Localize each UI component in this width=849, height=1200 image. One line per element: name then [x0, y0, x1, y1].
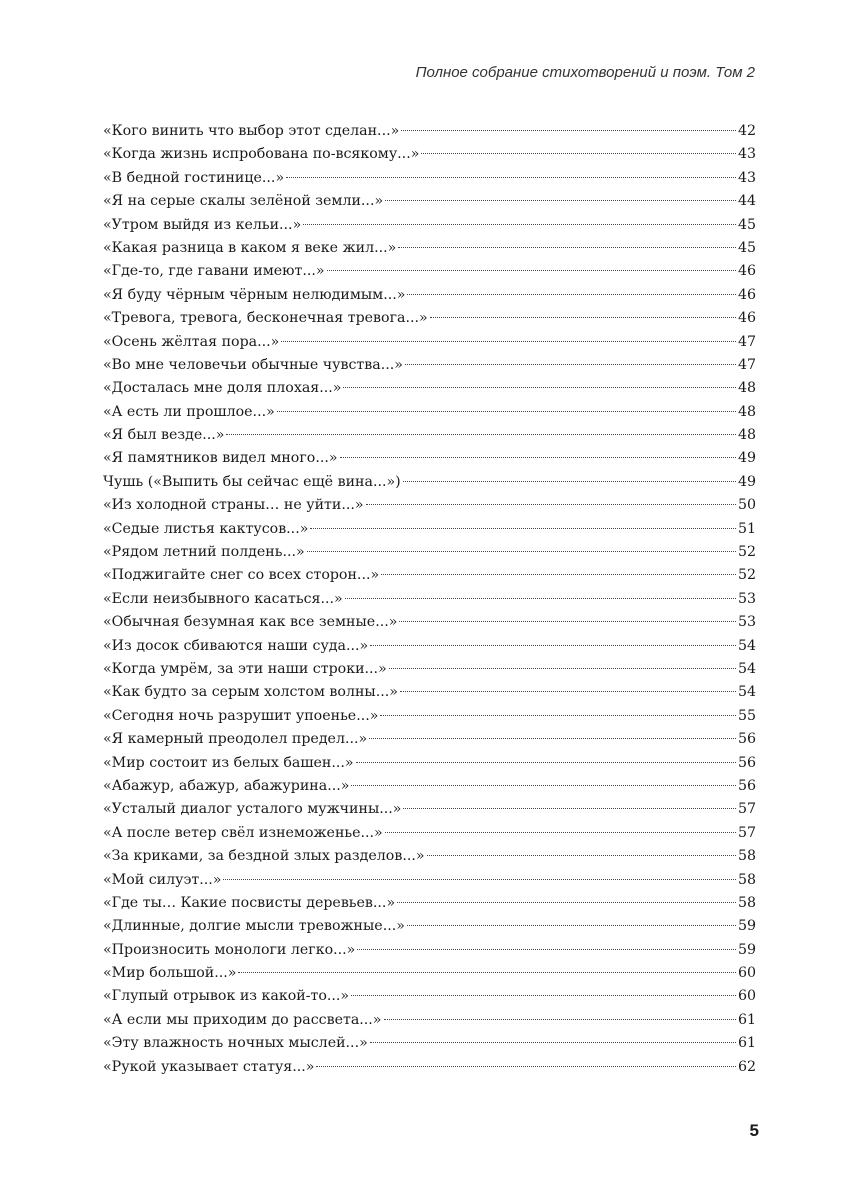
dot-leader	[384, 1019, 736, 1020]
toc-entry-title: «В бедной гостинице...»	[103, 169, 285, 186]
toc-entry-title: «Я буду чёрным чёрным нелюдимым...»	[103, 286, 406, 303]
toc-entry-title: «Обычная безумная как все земные...»	[103, 614, 398, 631]
toc-entry-title: «Из досок сбиваются наши суда...»	[103, 637, 369, 654]
dot-leader	[357, 949, 736, 950]
toc-entry-page: 51	[737, 520, 756, 537]
dot-leader	[370, 1042, 736, 1043]
toc-entry-page: 45	[737, 239, 756, 256]
toc-entry-page: 57	[737, 824, 756, 841]
toc-entry-page: 54	[737, 637, 756, 654]
toc-entry-title: «Я на серые скалы зелёной земли...»	[103, 193, 384, 210]
toc-entry-title: «Я был везде...»	[103, 427, 225, 444]
toc-entry-page: 57	[737, 801, 756, 818]
toc-entry	[103, 190, 756, 213]
dot-leader	[343, 387, 736, 388]
toc-entry-page: 61	[737, 1011, 756, 1028]
toc-entry	[103, 962, 756, 985]
toc-entry	[103, 588, 756, 611]
toc-entry-title: «Произносить монологи легко...»	[103, 941, 356, 958]
dot-leader	[316, 1066, 735, 1067]
toc-entry-title: «Рукой указывает статуя...»	[103, 1058, 315, 1075]
dot-leader	[281, 341, 736, 342]
toc-entry-title: «Мир большой...»	[103, 965, 237, 982]
toc-entry-page: 42	[737, 123, 756, 139]
toc-entry-page: 54	[737, 684, 756, 701]
toc-entry-title: «А если мы приходим до рассвета...»	[103, 1011, 382, 1028]
toc-entry	[103, 1009, 756, 1032]
toc-entry-page: 58	[737, 894, 756, 911]
dot-leader	[385, 832, 736, 833]
toc-entry-page: 46	[737, 263, 756, 280]
dot-leader	[397, 902, 736, 903]
toc-entry	[103, 424, 756, 447]
dot-leader	[407, 294, 736, 295]
dot-leader	[380, 715, 736, 716]
toc-entry-title: «Абажур, абажур, абажурина...»	[103, 777, 350, 794]
toc-entry-page: 60	[737, 988, 756, 1005]
dot-leader	[370, 645, 736, 646]
dot-leader	[369, 738, 736, 739]
page-number: 5	[749, 1121, 759, 1140]
dot-leader	[399, 621, 736, 622]
toc-entry-page: 46	[737, 310, 756, 327]
dot-leader	[340, 457, 736, 458]
toc-entry	[103, 447, 756, 470]
dot-leader	[398, 247, 736, 248]
toc-entry	[103, 822, 756, 845]
toc-entry-title: «Из холодной страны… не уйти...»	[103, 497, 364, 514]
toc-entry	[103, 635, 756, 658]
dot-leader	[286, 177, 736, 178]
toc-entry-title: «Эту влажность ночных мыслей...»	[103, 1035, 368, 1052]
dot-leader	[430, 317, 736, 318]
toc-entry-page: 52	[737, 567, 756, 584]
dot-leader	[303, 224, 736, 225]
toc-entry-page: 56	[737, 777, 756, 794]
toc-entry	[103, 611, 756, 634]
dot-leader	[389, 668, 736, 669]
toc-entry	[103, 214, 756, 237]
table-of-contents	[103, 120, 756, 1079]
toc-entry-page: 45	[737, 216, 756, 233]
toc-entry	[103, 915, 756, 938]
toc-entry-title: «Я камерный преодолел предел...»	[103, 731, 368, 748]
toc-entry-page: 62	[737, 1058, 756, 1075]
toc-entry	[103, 401, 756, 424]
toc-entry-title: «Тревога, тревога, бесконечная тревога...»	[103, 310, 428, 327]
toc-entry	[103, 564, 756, 587]
dot-leader	[351, 995, 736, 996]
toc-entry-page: 48	[737, 380, 756, 397]
toc-entry-page: 53	[737, 590, 756, 607]
toc-entry	[103, 658, 756, 681]
toc-entry	[103, 845, 756, 868]
toc-entry	[103, 354, 756, 377]
toc-entry-page: 56	[737, 754, 756, 771]
toc-entry-page: 47	[737, 333, 756, 350]
toc-entry-page: 58	[737, 871, 756, 888]
toc-entry-title: «Если неизбывного касаться...»	[103, 590, 343, 607]
dot-leader	[345, 598, 736, 599]
dot-leader	[356, 762, 736, 763]
toc-entry-page: 49	[737, 473, 756, 490]
toc-entry-page: 56	[737, 731, 756, 748]
dot-leader	[401, 130, 736, 131]
toc-entry	[103, 494, 756, 517]
toc-entry	[103, 985, 756, 1008]
toc-entry-page: 54	[737, 660, 756, 677]
toc-entry	[103, 260, 756, 283]
toc-entry-page: 59	[737, 918, 756, 935]
toc-entry-title: «Я памятников видел много...»	[103, 450, 338, 467]
toc-entry	[103, 471, 756, 494]
toc-entry-title: «За криками, за бездной злых разделов...»	[103, 848, 425, 865]
toc-entry	[103, 892, 756, 915]
toc-entry	[103, 284, 756, 307]
toc-entry-title: «Седые листья кактусов...»	[103, 520, 309, 537]
toc-entry-page: 50	[737, 497, 756, 514]
toc-entry-title: «Длинные, долгие мысли тревожные...»	[103, 918, 405, 935]
toc-entry-page: 61	[737, 1035, 756, 1052]
toc-entry-page: 46	[737, 286, 756, 303]
toc-entry	[103, 143, 756, 166]
toc-entry-page: 48	[737, 427, 756, 444]
toc-entry-page: 44	[737, 193, 756, 210]
toc-entry	[103, 1056, 756, 1079]
toc-entry-title: «Мой силуэт...»	[103, 871, 222, 888]
toc-entry	[103, 541, 756, 564]
dot-leader	[381, 574, 736, 575]
dot-leader	[307, 551, 736, 552]
toc-entry	[103, 705, 756, 728]
toc-entry-page: 49	[737, 450, 756, 467]
toc-entry-title: «Какая разница в каком я веке жил...»	[103, 239, 397, 256]
toc-entry-page: 59	[737, 941, 756, 958]
toc-entry	[103, 939, 756, 962]
toc-entry-page: 48	[737, 403, 756, 420]
toc-entry	[103, 167, 756, 190]
toc-entry-title: «Кого винить что выбор этот сделан...»	[103, 123, 400, 139]
toc-entry	[103, 728, 756, 751]
toc-entry-page: 55	[737, 707, 756, 724]
toc-entry-title: «Где ты… Какие посвисты деревьев...»	[103, 894, 396, 911]
toc-entry-title: «Во мне человечьи обычные чувства...»	[103, 356, 403, 373]
toc-entry	[103, 1032, 756, 1055]
toc-entry-title: «Как будто за серым холстом волны...»	[103, 684, 398, 701]
toc-entry	[103, 798, 756, 821]
dot-leader	[385, 200, 736, 201]
toc-entry-title: «Сегодня ночь разрушит упоенье...»	[103, 707, 379, 724]
toc-entry	[103, 377, 756, 400]
toc-entry	[103, 518, 756, 541]
toc-entry-title: «Осень жёлтая пора...»	[103, 333, 280, 350]
toc-entry-title: «Глупый отрывок из какой-то...»	[103, 988, 350, 1005]
dot-leader	[407, 925, 736, 926]
toc-entry-page: 43	[737, 146, 756, 163]
toc-entry-page: 60	[737, 965, 756, 982]
toc-entry	[103, 331, 756, 354]
dot-leader	[277, 411, 736, 412]
toc-entry	[103, 681, 756, 704]
dot-leader	[310, 528, 736, 529]
toc-entry-title: «Утром выйдя из кельи...»	[103, 216, 302, 233]
dot-leader	[427, 855, 736, 856]
dot-leader	[400, 691, 736, 692]
toc-entry	[103, 307, 756, 330]
toc-entry-title: «Усталый диалог усталого мужчины...»	[103, 801, 402, 818]
dot-leader	[351, 785, 736, 786]
dot-leader	[421, 153, 736, 154]
toc-entry	[103, 237, 756, 260]
toc-entry-title: «Рядом летний полдень...»	[103, 544, 305, 561]
toc-entry-page: 47	[737, 356, 756, 373]
toc-entry	[103, 120, 756, 143]
toc-entry-title: «Когда умрём, за эти наши строки...»	[103, 660, 387, 677]
dot-leader	[238, 972, 735, 973]
toc-entry-title: «Когда жизнь испробована по-всякому...»	[103, 146, 420, 163]
toc-entry-title: «Поджигайте снег со всех сторон...»	[103, 567, 380, 584]
toc-entry-page: 52	[737, 544, 756, 561]
dot-leader	[327, 270, 736, 271]
toc-entry	[103, 869, 756, 892]
toc-entry	[103, 775, 756, 798]
dot-leader	[226, 434, 735, 435]
toc-entry-title: «А есть ли прошлое...»	[103, 403, 275, 420]
dot-leader	[403, 808, 735, 809]
dot-leader	[405, 364, 736, 365]
toc-entry-title: «Где-то, где гавани имеют...»	[103, 263, 325, 280]
toc-entry-page: 53	[737, 614, 756, 631]
toc-entry-title: «А после ветер свёл изнеможенье...»	[103, 824, 383, 841]
running-head: Полное собрание стихотворений и поэм. Том 2	[415, 64, 755, 81]
toc-entry-title: Чушь («Выпить бы сейчас ещё вина...»)	[103, 473, 401, 490]
dot-leader	[403, 481, 736, 482]
toc-entry-title: «Мир состоит из белых башен...»	[103, 754, 354, 771]
dot-leader	[366, 504, 736, 505]
toc-entry-page: 43	[737, 169, 756, 186]
dot-leader	[223, 879, 735, 880]
toc-entry	[103, 752, 756, 775]
toc-entry-page: 58	[737, 848, 756, 865]
toc-entry-title: «Досталась мне доля плохая...»	[103, 380, 342, 397]
